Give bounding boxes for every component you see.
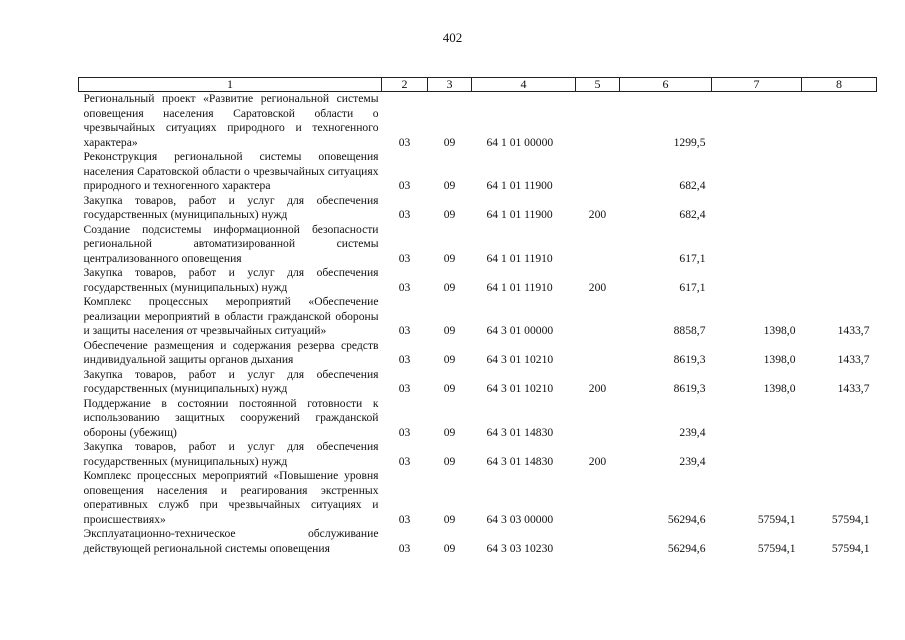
section-code: 03 [398,135,411,149]
target-article-code: 64 1 01 11910 [486,251,553,265]
table-row [79,194,877,223]
target-article-code: 64 1 01 11910 [486,280,553,294]
amount-col7 [712,397,802,441]
header-cell-4: 4 [472,78,576,92]
section-code: 03 [398,251,411,265]
amount-col7 [712,150,802,194]
subsection-code: 09 [443,251,456,265]
row-name: Поддержание в состоянии постоянной готовности к использованию защитных сооружений гражданской обороны (убежищ) [83,396,379,439]
target-article-code: 64 3 01 10210 [486,382,554,395]
amount-col8 [802,440,877,469]
table-row [79,295,877,339]
target-article-code: 64 3 03 00000 [486,512,554,526]
amount-col7: 1398,0 [763,382,796,395]
amount-col8: 57594,1 [831,512,870,526]
amount-col6: 8619,3 [673,382,706,395]
header-cell-7: 7 [712,78,802,92]
subsection-code: 09 [443,353,456,366]
expense-type-code: 200 [588,382,607,395]
amount-col8: 1433,7 [837,353,870,366]
amount-col6: 8858,7 [673,324,706,337]
target-article-code: 64 3 01 10210 [486,353,554,366]
table-row [79,150,877,194]
subsection-code: 09 [443,541,456,555]
amount-col6: 1299,5 [673,135,706,149]
row-name: Закупка товаров, работ и услуг для обеспечения государственных (муниципальных) нужд [83,193,379,221]
table-row [79,368,877,397]
amount-col8: 1433,7 [837,382,870,395]
amount-col6: 56294,6 [667,512,706,526]
header-cell-2: 2 [382,78,428,92]
subsection-code: 09 [443,179,456,192]
amount-col8: 57594,1 [831,541,870,555]
row-name: Региональный проект «Развитие региональной системы оповещения населения Саратовской области о чрезвычайных ситуациях природного и техногенного характера» [83,92,379,149]
row-name: Создание подсистемы информационной безопасности региональной автоматизированной системы централизованного оповещения [83,222,379,265]
amount-col8 [802,266,877,295]
header-cell-6: 6 [620,78,712,92]
amount-col8 [802,150,877,194]
table-row [79,527,877,556]
row-name: Эксплуатационно-техническое обслуживание действующей региональной системы оповещения [83,527,379,555]
amount-col7 [712,440,802,469]
amount-col6: 239,4 [679,454,706,468]
section-code: 03 [398,179,411,192]
subsection-code: 09 [443,280,456,294]
amount-col6: 682,4 [679,208,706,221]
target-article-code: 64 3 01 14830 [486,425,554,439]
target-article-code: 64 3 03 10230 [486,541,554,555]
header-cell-5: 5 [576,78,620,92]
row-name: Реконструкция региональной системы оповещения населения Саратовской области о чрезвычайных ситуациях природного и техногенного характера [83,150,379,192]
subsection-code: 09 [443,454,456,468]
header-cell-3: 3 [428,78,472,92]
section-code: 03 [398,280,411,294]
amount-col8 [802,223,877,267]
amount-col6: 8619,3 [673,353,706,366]
expense-type-code [576,469,620,527]
amount-col7: 1398,0 [763,353,796,366]
target-article-code: 64 3 01 00000 [486,324,554,337]
subsection-code: 09 [443,135,456,149]
target-article-code: 64 1 01 11900 [486,208,553,221]
amount-col7 [712,194,802,223]
expense-type-code [576,92,620,151]
amount-col8: 1433,7 [837,324,870,337]
table-row [79,469,877,527]
section-code: 03 [398,208,411,221]
expense-type-code [576,527,620,556]
expense-type-code: 200 [588,208,607,221]
table-row [79,92,877,151]
target-article-code: 64 3 01 14830 [486,454,554,468]
expense-type-code [576,339,620,368]
section-code: 03 [398,382,411,395]
section-code: 03 [398,425,411,439]
table-row [79,266,877,295]
row-name: Закупка товаров, работ и услуг для обеспечения государственных (муниципальных) нужд [83,440,379,468]
row-name: Обеспечение размещения и содержания резерва средств индивидуальной защиты органов дыхания [83,338,379,366]
budget-table [78,77,877,556]
amount-col7: 57594,1 [757,541,796,555]
amount-col6: 617,1 [679,280,706,294]
amount-col7: 57594,1 [757,512,796,526]
subsection-code: 09 [443,324,456,337]
amount-col7 [712,266,802,295]
section-code: 03 [398,512,411,526]
amount-col7: 1398,0 [763,324,796,337]
amount-col7 [712,92,802,151]
table-row [79,339,877,368]
expense-type-code: 200 [588,454,607,468]
amount-col6: 617,1 [679,251,706,265]
amount-col6: 682,4 [679,179,706,192]
expense-type-code [576,150,620,194]
expense-type-code: 200 [588,280,607,294]
row-name: Закупка товаров, работ и услуг для обеспечения государственных (муниципальных) нужд [83,367,379,395]
table-row [79,223,877,267]
expense-type-code [576,397,620,441]
expense-type-code [576,223,620,267]
subsection-code: 09 [443,425,456,439]
section-code: 03 [398,324,411,337]
subsection-code: 09 [443,382,456,395]
target-article-code: 64 1 01 00000 [486,135,554,149]
amount-col6: 56294,6 [667,541,706,555]
table-row [79,397,877,441]
target-article-code: 64 1 01 11900 [486,179,553,192]
amount-col7 [712,223,802,267]
section-code: 03 [398,454,411,468]
expense-type-code [576,295,620,339]
page-number: 402 [442,30,463,45]
subsection-code: 09 [443,512,456,526]
amount-col8 [802,92,877,151]
amount-col8 [802,194,877,223]
subsection-code: 09 [443,208,456,221]
row-name: Закупка товаров, работ и услуг для обеспечения государственных (муниципальных) нужд [83,266,379,294]
amount-col6: 239,4 [679,425,706,439]
row-name: Комплекс процессных мероприятий «Повышение уровня оповещения населения и реагирования экстренных оперативных служб при чрезвычайных ситуациях и происшествиях» [83,469,379,526]
table-row [79,440,877,469]
row-name: Комплекс процессных мероприятий «Обеспечение реализации мероприятий в области гражданской обороны и защиты населения от чрезвычайных ситуаций» [83,295,379,337]
section-code: 03 [398,353,411,366]
header-cell-1: 1 [79,78,382,92]
section-code: 03 [398,541,411,555]
amount-col8 [802,397,877,441]
header-row [79,78,877,92]
header-cell-8: 8 [802,78,877,92]
